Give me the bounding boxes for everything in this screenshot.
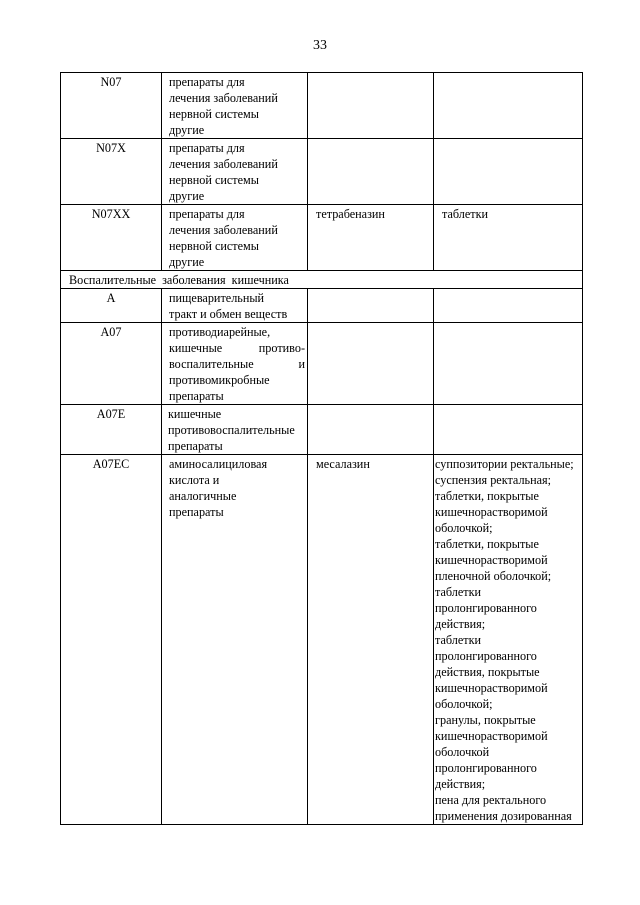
drug-table (60, 72, 583, 825)
dosage-form-cell (434, 405, 583, 455)
table-row (61, 289, 583, 323)
group-name-text: пищеварительный тракт и обмен веществ (169, 291, 288, 321)
page-number: 33 (313, 38, 327, 53)
group-name-text: кишечные противовоспалительные препараты (168, 407, 295, 453)
dosage-form-item: гранулы, покрытые кишечнорастворимой оболочкой пролонгированного действия; (435, 713, 548, 791)
dosage-form-cell (434, 139, 583, 205)
drug-name-cell (308, 405, 434, 455)
drug-name-cell: тетрабеназин (308, 205, 434, 271)
atc-code-cell: N07XX (61, 205, 162, 271)
dosage-form-item: таблетки, покрытые кишечнорастворимой пленочной оболочкой; (435, 537, 552, 583)
atc-code-cell: A (61, 289, 162, 323)
drug-name-cell (308, 323, 434, 405)
group-name-text: препараты для лечения заболеваний нервной системы другие (169, 207, 278, 269)
drug-name-cell: месалазин (308, 455, 434, 825)
group-name-text: аминосалициловая кислота и аналогичные препараты (169, 457, 268, 519)
drug-name-cell (308, 139, 434, 205)
drug-name-cell (308, 289, 434, 323)
table-row (61, 73, 583, 139)
dosage-form-item: пена для ректального применения дозированная (435, 793, 572, 823)
section-header-row (61, 271, 583, 289)
atc-code-cell: N07 (61, 73, 162, 139)
drug-name-cell (308, 73, 434, 139)
table-row (61, 139, 583, 205)
group-name-cell (162, 205, 308, 271)
atc-code-cell: N07X (61, 139, 162, 205)
atc-code-cell: A07E (61, 405, 162, 455)
atc-code-cell: A07EC (61, 455, 162, 825)
group-name-text: препараты для лечения заболеваний нервной системы другие (169, 75, 278, 137)
dosage-form-cell: таблетки (434, 205, 583, 271)
atc-code-cell: A07 (61, 323, 162, 405)
section-header: Воспалительные заболевания кишечника (61, 271, 583, 289)
group-name-cell (162, 405, 308, 455)
dosage-form-item: таблетки пролонгированного действия; (435, 585, 537, 631)
dosage-form-cell (434, 455, 583, 825)
table-row (61, 405, 583, 455)
dosage-form-cell (434, 73, 583, 139)
group-name-cell (162, 455, 308, 825)
table-row (61, 323, 583, 405)
dosage-form-item: таблетки пролонгированного действия, покрытые кишечнорастворимой оболочкой; (435, 633, 548, 711)
table-row (61, 205, 583, 271)
group-name-text: препараты для лечения заболеваний нервной системы другие (169, 141, 278, 203)
dosage-form-cell (434, 289, 583, 323)
dosage-form-item: таблетки, покрытые кишечнорастворимой оболочкой; (435, 489, 548, 535)
group-name-cell (162, 139, 308, 205)
group-name-cell: противодиарейные, кишечные противо-воспалительные и противомикробные препараты (162, 323, 308, 405)
group-name-cell (162, 73, 308, 139)
group-name-cell (162, 289, 308, 323)
dosage-form-item: суппозитории ректальные; (435, 457, 574, 471)
dosage-form-item: суспензия ректальная; (435, 473, 552, 487)
table-row (61, 455, 583, 825)
dosage-form-cell (434, 323, 583, 405)
